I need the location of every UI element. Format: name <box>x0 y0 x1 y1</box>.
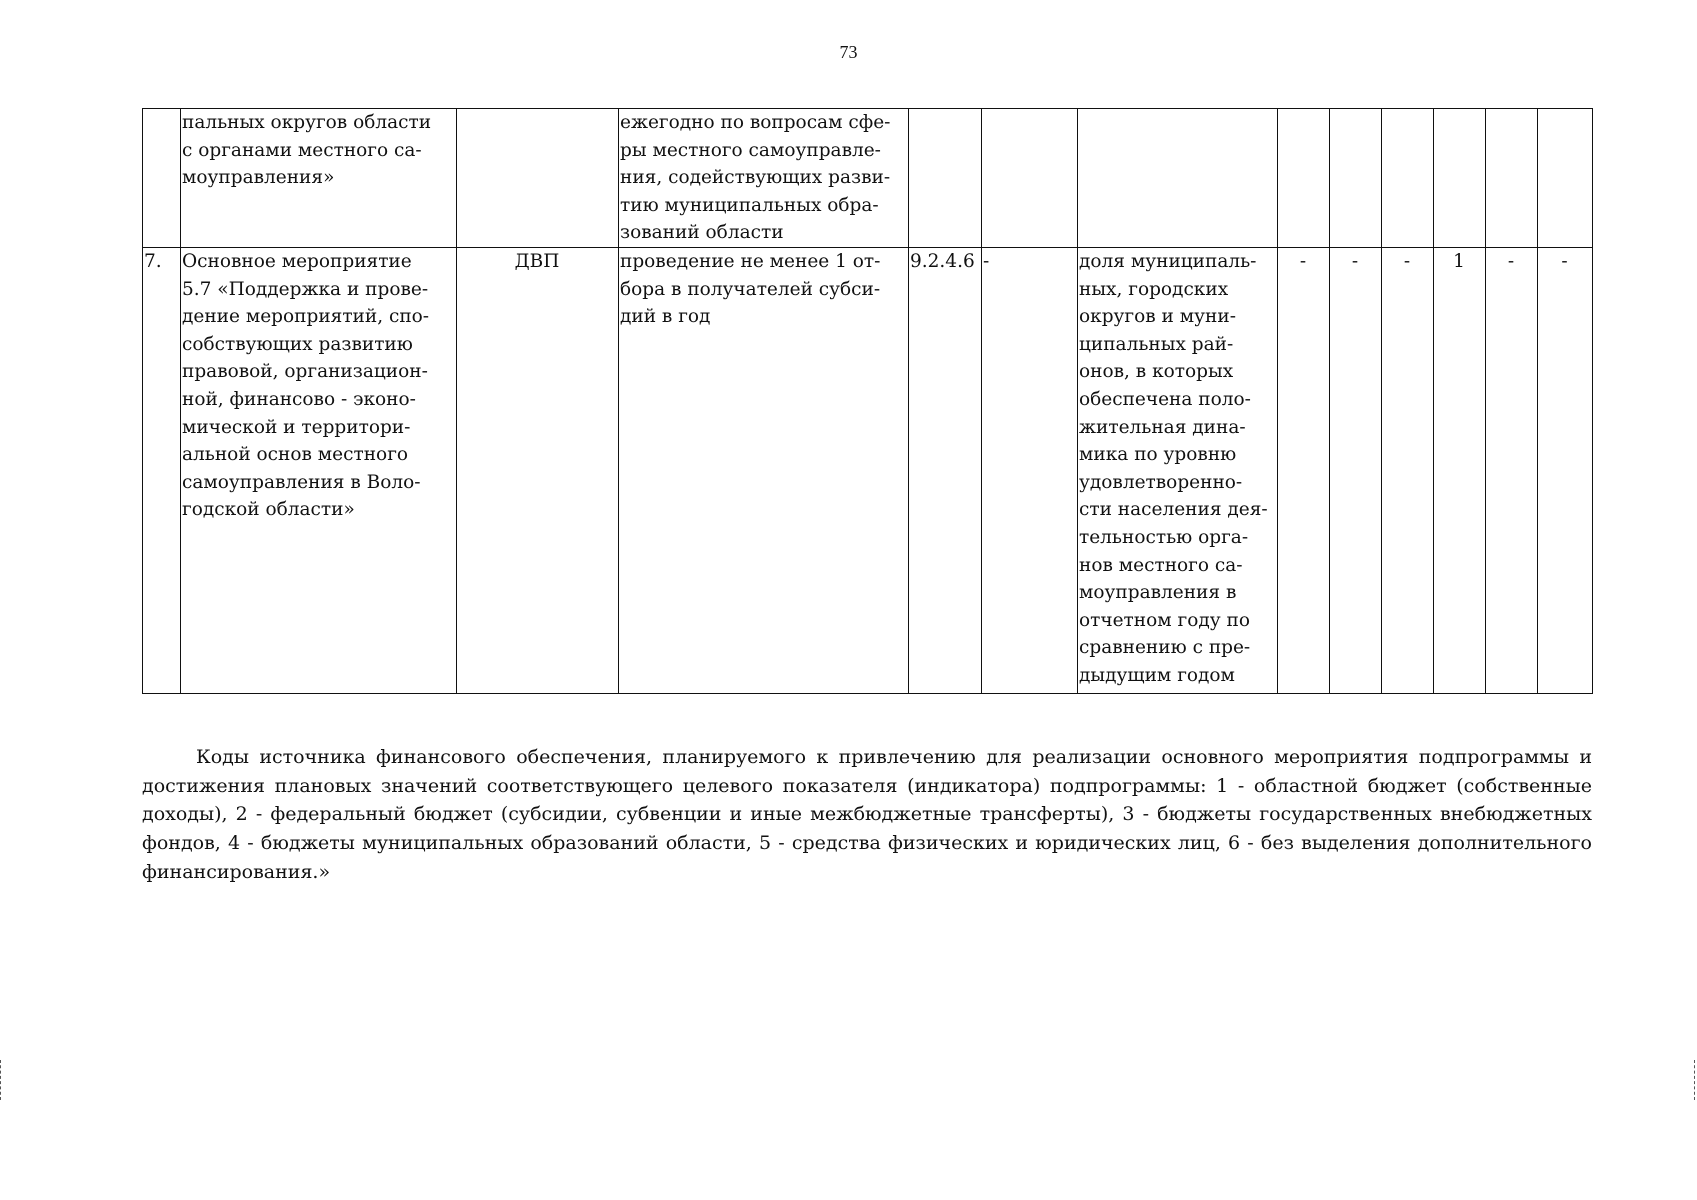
source-5: - <box>1486 248 1538 694</box>
scan-mark <box>0 1060 4 1100</box>
source-4 <box>1434 109 1486 248</box>
activity-name: Основное мероприятие 5.7 «Поддержка и прове- дение мероприятий, спо- собствующих развитию правовой, организацион- ной, финансово - эконо- мической и территори- альной основ местного самоуправления в Воло- годской области» <box>181 248 457 694</box>
executor <box>457 109 619 248</box>
source-4: 1 <box>1434 248 1486 694</box>
scan-mark <box>1691 1060 1695 1100</box>
source-2 <box>1330 109 1382 248</box>
row-number: 7. <box>143 248 181 694</box>
source-3: - <box>1382 248 1434 694</box>
page-number: 73 <box>839 42 858 62</box>
program-code: 9.2.4.6 <box>909 248 982 694</box>
table-row <box>143 109 1593 248</box>
executor: ДВП <box>457 248 619 694</box>
funding-source-footnote: Коды источника финансового обеспечения, планируемого к привлечению для реализации основного мероприятия подпрограммы и достижения плановых значений соответствующего целевого показателя (индикатора) подпрограммы: 1 - областной бюджет (собственные доходы), 2 - федеральный бюджет (субсидии, субвенции и иные межбюджетные трансферты), 3 - бюджеты государственных внебюджетных фондов, 4 - бюджеты муниципальных образований области, 5 - средства физических и юридических лиц, 6 - без выделения дополнительного финансирования.» <box>142 746 1592 883</box>
target-indicator <box>1078 109 1278 248</box>
source-2: - <box>1330 248 1382 694</box>
program-code <box>909 109 982 248</box>
target-indicator: доля муниципаль- ных, городских округов и муни- ципальных рай- онов, в которых обеспечена поло- жительная дина- мика по уровню удовлетворенно- сти населения дея- тельностью орга- нов местного са- моуправления в отчетном году по сравнению с пре- дыдущим годом <box>1078 248 1278 694</box>
row-number <box>143 109 181 248</box>
activity-name: пальных округов области с органами местного са- моуправления» <box>181 109 457 248</box>
link-cell: - <box>982 248 1078 694</box>
program-activities-table <box>142 108 1593 694</box>
source-1: - <box>1278 248 1330 694</box>
link-cell <box>982 109 1078 248</box>
source-6: - <box>1538 248 1593 694</box>
source-6 <box>1538 109 1593 248</box>
source-5 <box>1486 109 1538 248</box>
expected-result: проведение не менее 1 от- бора в получателей субси- дий в год <box>619 248 909 694</box>
source-1 <box>1278 109 1330 248</box>
table-row <box>143 248 1593 694</box>
source-3 <box>1382 109 1434 248</box>
expected-result: ежегодно по вопросам сфе- ры местного самоуправле- ния, содействующих разви- тию муниципальных обра- зований области <box>619 109 909 248</box>
